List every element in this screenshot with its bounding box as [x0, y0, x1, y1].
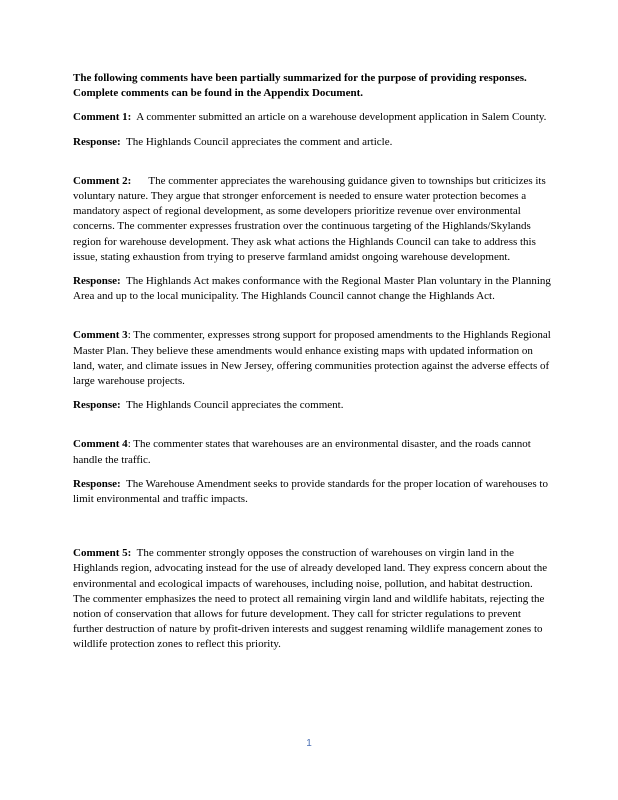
comment-4-label: Comment 4 — [73, 438, 128, 451]
response-1-text: The Highlands Council appreciates the comment and article. — [125, 135, 393, 148]
response-2-label: Response: — [73, 275, 121, 288]
spacer — [73, 304, 551, 328]
response-3-text: The Highlands Council appreciates the comment. — [125, 399, 344, 412]
comment-5 — [73, 546, 551, 652]
response-3 — [73, 398, 551, 413]
spacer — [73, 150, 551, 174]
comment-1-label: Comment 1: — [73, 111, 132, 124]
response-1 — [73, 135, 551, 150]
comment-3-label: Comment 3 — [73, 329, 128, 342]
spacer — [73, 507, 551, 546]
comment-1 — [73, 110, 551, 125]
comment-2-label: Comment 2: — [73, 174, 132, 187]
response-4-label: Response: — [73, 477, 121, 490]
comment-5-text: The commenter strongly opposes the construction of warehouses on virgin land in the Highlands region, advocating instead for the use of already developed land. They express concern about the environmental and ecological impacts of warehouses, including noise, pollution, and habitat destruction. The commenter emphasizes the need to protect all remaining virgin land and wildlife habitats, rejecting the notion of conservation that allows for future development. They call for stricter regulations to prevent further destruction of nature by profit-driven interests and suggest renaming wildlife management zones to wildlife protection zones to reflect this priority. — [73, 547, 548, 651]
comment-1-text: A commenter submitted an article on a warehouse development application in Salem County. — [136, 111, 547, 124]
document-body — [73, 71, 551, 662]
comment-5-label: Comment 5: — [73, 547, 132, 560]
response-4 — [73, 477, 551, 507]
intro-paragraph: The following comments have been partially summarized for the purpose of providing responses. Complete comments can be found in the Appendix Document. — [73, 72, 527, 100]
comment-3-text: : The commenter, expresses strong support for proposed amendments to the Highlands Regional Master Plan. They believe these amendments would enhance existing maps with updated information on land, water, and climate issues in New Jersey, offering communities protection against the adverse effects of large warehouse projects. — [73, 329, 551, 388]
response-2 — [73, 274, 551, 304]
page-number: 1 — [306, 738, 312, 749]
comment-4-text: : The commenter states that warehouses are an environmental disaster, and the roads cannot handle the traffic. — [73, 438, 531, 466]
comment-4 — [73, 437, 551, 467]
comment-3 — [73, 328, 551, 389]
comment-2 — [73, 174, 551, 265]
comment-2-text: The commenter appreciates the warehousing guidance given to townships but criticizes its voluntary nature. They argue that stronger enforcement is needed to ensure water protection becomes a mandatory aspect of regional development, as some developers prioritize revenue over environmental concerns. The commenter expresses frustration over the continuous targeting of the Highlands/Skylands region for warehouse development. They ask what actions the Highlands Council can take to address this issue, stating exhaustion from trying to preserve farmland amidst ongoing warehouse development. — [73, 174, 546, 263]
response-4-text: The Warehouse Amendment seeks to provide standards for the proper location of warehouses to limit environmental and traffic impacts. — [73, 477, 548, 506]
response-1-label: Response: — [73, 135, 121, 148]
response-3-label: Response: — [73, 399, 121, 412]
response-2-text: The Highlands Act makes conformance with the Regional Master Plan voluntary in the Planning Area and up to the local municipality. The Highlands Council cannot change the Highlands Act. — [73, 275, 551, 303]
spacer — [73, 413, 551, 437]
